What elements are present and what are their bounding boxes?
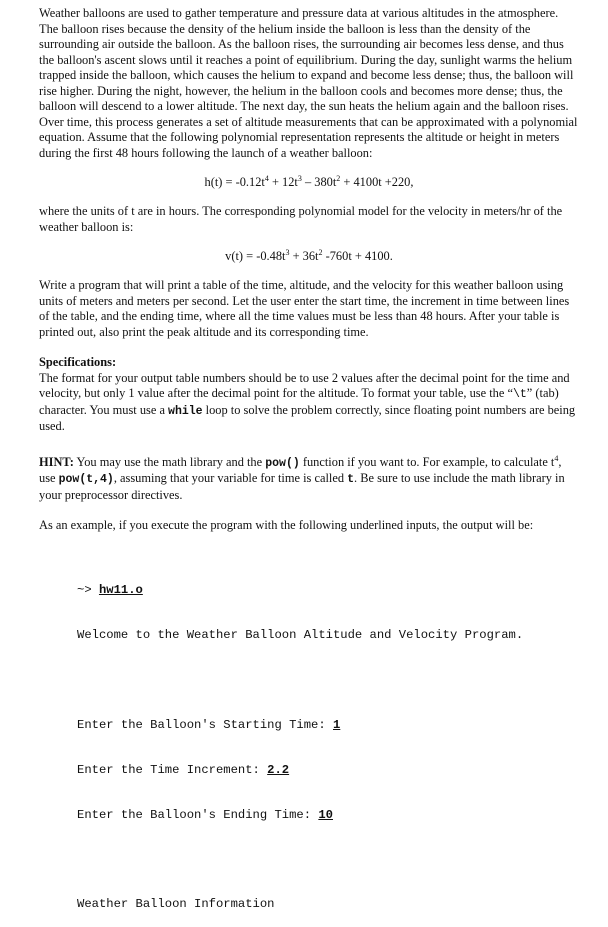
- velocity-equation: [39, 249, 579, 264]
- v-eq-part1: v(t) = -0.48t: [225, 249, 286, 263]
- intro-paragraph: Weather balloons are used to gather temperature and pressure data at various altitudes in the atmosphere. The balloon rises because the density of the helium inside the balloon is less than the density of the surrounding air outside the balloon. As the balloon rises, the surrounding air becomes less dense, and thus the balloon's ascent slows until it reaches a point of equilibrium. During the day, sunlight warms the helium trapped inside the balloon, which causes the helium to expand and become less dense; thus, the balloon will rise higher. During the night, however, the helium in the balloon cools and becomes more dense; thus, the balloon will descend to a lower altitude. The next day, the sun heats the helium again and the balloon rises. Over time, this process generates a set of altitude measurements that can be approximated with a polynomial equation. Assume that the following polynomial representation represents the altitude or height in meters during the first 48 hours following the launch of a weather balloon:: [39, 6, 578, 160]
- hint-title: HINT:: [39, 454, 74, 469]
- specs-title: Specifications:: [39, 355, 117, 369]
- start-time-value: 1: [332, 717, 341, 732]
- v-eq-part3: -760t + 4100.: [322, 249, 393, 263]
- terminal-spacer: [77, 673, 523, 688]
- terminal-prompt: ~>: [77, 583, 99, 597]
- increment-value: 2.2: [267, 762, 290, 777]
- example-intro: As an example, if you execute the program with the following underlined inputs, the output will be:: [39, 518, 534, 533]
- hint-exponent: 4: [554, 453, 559, 463]
- velocity-intro: where the units of t are in hours. The corresponding polynomial model for the velocity in meters/hr of the weather balloon is:: [39, 204, 563, 234]
- hint-text-d: , assuming that your variable for time is called: [113, 471, 348, 486]
- specs-text-b: ” (tab) character. You must use a: [39, 386, 559, 417]
- increment-label: Enter the Time Increment:: [77, 762, 268, 777]
- h-eq-part4: + 4100t +220,: [340, 175, 414, 189]
- terminal-start-line: [77, 718, 523, 733]
- task-paragraph: Write a program that will print a table of the time, altitude, and the velocity for this weather balloon using units of meters and meters per second. Let the user enter the start time, the increment in time between lines of the table, and the ending time, where all the time values must be less than 48 hours. After your table is printed out, also print the peak altitude and its corresponding time.: [39, 278, 570, 339]
- hint-paragraph: [39, 451, 579, 504]
- start-time-label: Enter the Balloon's Starting Time:: [77, 717, 333, 732]
- altitude-equation: [39, 175, 579, 190]
- v-eq-exp2: 2: [318, 247, 323, 257]
- h-eq-exp1: 4: [264, 173, 269, 183]
- pow-function: pow(): [265, 456, 300, 470]
- h-eq-exp3: 2: [336, 173, 341, 183]
- hint-text-a: You may use the math library and the: [73, 454, 266, 469]
- terminal-end-line: [77, 808, 523, 823]
- specs-paragraph: [39, 355, 579, 435]
- time-variable: t: [347, 473, 355, 487]
- pow-example: pow(t,4): [58, 473, 114, 487]
- h-eq-part1: h(t) = -0.12t: [204, 175, 265, 189]
- terminal-spacer: [77, 853, 523, 868]
- terminal-increment-line: [77, 763, 523, 778]
- hint-text-e: . Be sure to use include the math library in your preprocessor directives.: [39, 471, 565, 502]
- h-eq-part3: – 380t: [301, 175, 337, 189]
- terminal-command-line: [77, 583, 523, 598]
- hint-text-c: , use: [39, 454, 562, 486]
- terminal-welcome: Welcome to the Weather Balloon Altitude and Velocity Program.: [77, 628, 524, 642]
- v-eq-part2: + 36t: [289, 249, 319, 263]
- h-eq-exp2: 3: [297, 173, 302, 183]
- terminal-command: hw11.o: [98, 583, 143, 597]
- hint-text-b: function if you want to. For example, to calculate t: [299, 454, 555, 469]
- specs-text-c: loop to solve the problem correctly, since floating point numbers are being used.: [39, 402, 576, 433]
- assignment-document: [39, 6, 579, 534]
- terminal-output: [77, 553, 523, 927]
- specs-text-a: The format for your output table numbers should be to use 2 values after the decimal point for the time and velocity, but only 1 value after the decimal point for the altitude. To format your table, use the “: [39, 370, 570, 400]
- while-keyword: while: [168, 404, 203, 418]
- terminal-info-header: Weather Balloon Information: [77, 897, 275, 911]
- end-time-value: 10: [318, 807, 333, 822]
- h-eq-part2: + 12t: [268, 175, 298, 189]
- tab-code: \t: [512, 388, 527, 401]
- end-time-label: Enter the Balloon's Ending Time:: [77, 807, 319, 822]
- v-eq-exp1: 3: [285, 247, 290, 257]
